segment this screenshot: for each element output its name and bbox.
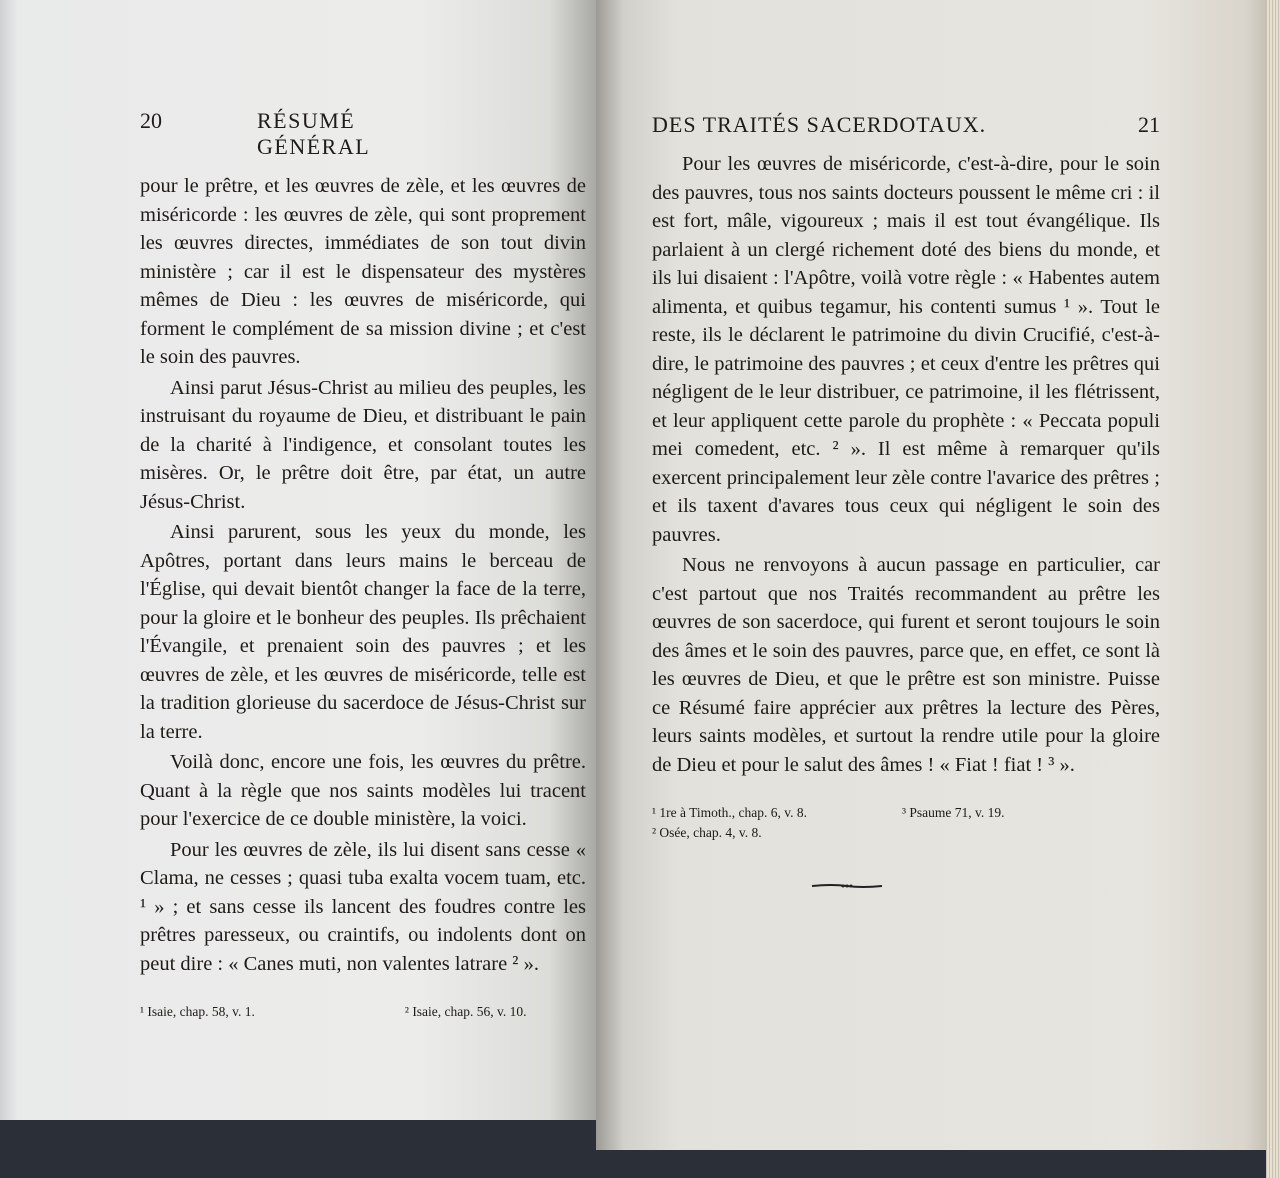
left-paragraph: Pour les œuvres de zèle, ils lui disent sans cesse « Clama, ne cesses ; quasi tuba exalta vocem tuam, etc. ¹ » ; et sans cesse ils lancent des foudres contre les prêtres paresseux, ou craintifs, ou indolents dont on peut dire : « Canes muti, non valentes latrare ² ». <box>140 838 586 975</box>
left-running-head: RÉSUMÉ GÉNÉRAL <box>257 108 371 159</box>
right-running-head: DES TRAITÉS SACERDOTAUX. <box>652 112 987 137</box>
left-paragraph: Voilà donc, encore une fois, les œuvres du prêtre. Quant à la règle que nos saints modèles lui tracent pour l'exercice de ce double ministère, la voici. <box>140 751 586 830</box>
right-header <box>652 112 1160 138</box>
footnote: ¹ 1re à Timoth., chap. 6, v. 8. <box>652 805 808 820</box>
page-edges <box>1266 0 1280 1178</box>
left-page <box>0 0 596 1120</box>
left-page-number: 20 <box>140 108 162 133</box>
footnote: ² Osée, chap. 4, v. 8. <box>652 825 762 840</box>
footnote: ¹ Isaie, chap. 58, v. 1. <box>140 1004 255 1019</box>
right-page-number: 21 <box>1138 112 1160 137</box>
footnote: ³ Psaume 71, v. 19. <box>902 805 1005 820</box>
right-paragraph: Nous ne renvoyons à aucun passage en particulier, car c'est partout que nos Traités recommandent au prêtre les œuvres de son sacerdoce, qui furent et seront toujours le soin des âmes et le soin des pauvres, parce que, en effet, ce sont là les œuvres de Dieu, et que le prêtre est son ministre. Puisse ce Résumé faire apprécier aux prêtres la lecture des Pères, leurs saints modèles, et surtout la rendre utile pour la gloire de Dieu et pour le salut des âmes ! « Fiat ! fiat ! ³ ». <box>652 554 1160 776</box>
right-footnotes <box>652 803 1160 843</box>
left-footnotes <box>140 1002 586 1022</box>
left-header <box>140 108 586 160</box>
right-paragraph: Pour les œuvres de miséricorde, c'est-à-dire, pour le soin des pauvres, tous nos saints docteurs poussent le même cri : il est fort, mâle, vigoureux ; mais il est tout évangélique. Ils parlaient à un clergé richement doté des biens du monde, et ils lui disaient : l'Apôtre, voilà votre règle : « Habentes autem alimenta, et quibus tegamur, his contenti sumus ¹ ». Tout le reste, ils le déclarent le patrimoine du divin Crucifié, c'est-à-dire, le patrimoine des pauvres ; et ceux d'entre les prêtres qui négligent de le leur distribuer, ce patrimoine, il les flétrissent, et leur appliquent cette parole du prophète : « Peccata populi mei comedent, etc. ² ». Il est même à remarquer qu'ils exercent principalement leur zèle contre l'avarice des prêtres ; et ils taxent d'avares tous ceux qui négligent le soin des pauvres. <box>652 153 1160 546</box>
left-paragraph: pour le prêtre, et les œuvres de zèle, et les œuvres de miséricorde : les œuvres de zèle, qui sont proprement les œuvres directes, immédiates de son tout divin ministère ; car il est le dispensateur des mystères mêmes de Dieu : les œuvres de miséricorde, qui forment le complément de sa mission divine ; et c'est le soin des pauvres. <box>140 175 586 368</box>
left-paragraph: Ainsi parut Jésus-Christ au milieu des peuples, les instruisant du royaume de Dieu, et distribuant le pain de la charité à l'indigence, et consolant toutes les misères. Or, le prêtre doit être, par état, un autre Jésus-Christ. <box>140 376 586 513</box>
fleuron-ornament <box>812 883 882 889</box>
left-paragraph: Ainsi parurent, sous les yeux du monde, les Apôtres, portant dans leurs mains le berceau de l'Église, qui devait bientôt changer la face de la terre, pour la gloire et le bonheur des peuples. Ils prêchaient l'Évangile, et prenaient soin des pauvres ; et les œuvres de zèle, et les œuvres de miséricorde, telle est la tradition glorieuse du sacerdoce de Jésus-Christ sur la terre. <box>140 521 586 743</box>
footnote: ² Isaie, chap. 56, v. 10. <box>404 1004 527 1019</box>
right-page <box>596 0 1280 1150</box>
